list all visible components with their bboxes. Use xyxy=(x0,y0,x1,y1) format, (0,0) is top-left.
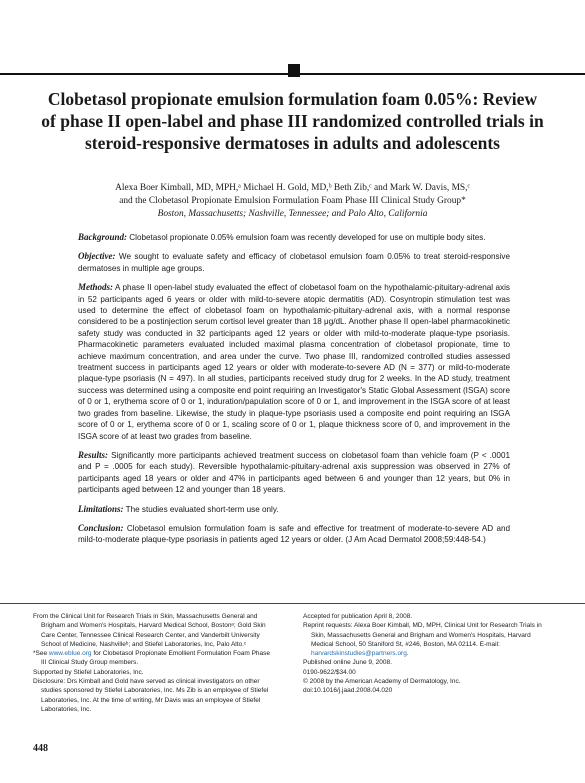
header-rule xyxy=(0,73,585,75)
doi: doi:10.1016/j.jaad.2008.04.020 xyxy=(303,687,393,695)
author-list: Alexa Boer Kimball, MD, MPH,ᵃ Michael H. Gold, MD,ᵇ Beth Zib,ᶜ and Mark W. Davis, MS,ᶜ xyxy=(115,183,470,193)
copyright: © 2008 by the American Academy of Dermatology, Inc. xyxy=(303,678,461,686)
issn: 0190-9622/$34.00 xyxy=(303,668,356,676)
eblue-link[interactable]: www.eblue.org xyxy=(48,650,92,658)
funding-footnote: Supported by Stiefel Laboratories, Inc. xyxy=(33,668,144,676)
objective-text: We sought to evaluate safety and efficacy of clobetasol emulsion foam 0.05% to treat steroid-responsive dermatoses in multiple age groups. xyxy=(78,252,510,273)
results-text: Significantly more participants achieved treatment success on clobetasol foam than vehicle foam (P < .0001 and P = .0005 for each study). Reversible hypothalamic-pituitary-adrenal axis suppression was observed in 27% of participants aged 18 years or older and 47% in participants aged between 6 and younger than 12 years, but 0% in participants aged between 12 and younger than 18 years. xyxy=(78,450,510,495)
page-number: 448 xyxy=(33,743,48,754)
header-square-marker xyxy=(288,64,300,77)
abstract-limitations xyxy=(78,504,510,515)
study-group-line: and the Clobetasol Propionate Emulsion Formulation Foam Phase III Clinical Study Group* xyxy=(119,196,466,206)
methods-label: Methods: xyxy=(78,282,114,293)
objective-label: Objective: xyxy=(78,251,116,262)
abstract-methods xyxy=(78,282,510,442)
disclosure-footnote: Disclosure: Drs Kimball and Gold have served as clinical investigators on other studies sponsored by Stiefel Laboratories, Inc. Ms Zib is an employee of Stiefel Laboratories, Inc. At the time of writing, Mr Davis was an employee of Stiefel Laboratories, Inc. xyxy=(33,678,269,713)
footnotes-left xyxy=(33,612,273,714)
affiliations-footnote: From the Clinical Unit for Research Trials in Skin, Massachusetts General and Brigham and Women's Hospitals, Harvard Medical School, Bostonᵃ; Gold Skin Care Center, Tennessee Clinical Research Center, and Vanderbilt University School of Medicine, Nashvilleᵇ; and Stiefel Laboratories, Inc, Palo Alto.ᶜ xyxy=(33,613,266,648)
published-date: Published online June 9, 2008. xyxy=(303,659,392,667)
study-group-footnote: *See www.eblue.org for Clobetasol Propionate Emollient Formulation Foam Phase III Clinical Study Group members. xyxy=(33,650,271,667)
abstract-conclusion xyxy=(78,523,510,546)
accepted-date: Accepted for publication April 8, 2008. xyxy=(303,613,413,620)
article-title: Clobetasol propionate emulsion formulation foam 0.05%: Review of phase II open-label and phase III randomized controlled trials in steroid-responsive dermatoses in adults and adolescents xyxy=(41,89,544,153)
methods-text: A phase II open-label study evaluated the effect of clobetasol foam on the hypothalamic-pituitary-adrenal axis in 52 participants aged 6 years or older with mild-to-severe atopic dermatitis (AD). Cosyntropin stimulation test was used to determine the effect of clobetasol foam on hypothalamic-pituitary-adrenal axis, with a normal response considered to be a postinjection serum cortisol level greater than 18 μg/dL. Another phase II open-label pharmacokinetic safety study was conducted in 32 participants aged 12 years or older with mild-to-moderate plaque-type psoriasis. Pharmacokinetic parameters evaluated included maximal plasma concentration of clobetasol propionate, time to achieve maximum concentration, and area under the curve. Two phase III, randomized controlled studies assessed treatment success in participants aged 12 years or older with moderate-to-severe AD (N = 377) or mild-to-moderate plaque-type psoriasis (N = 497). In all studies, participants received study drug for 2 weeks. In the AD study, treatment success was determined using a composite end point requiring an Investigator's Static Global Assessment (ISGA) score of 0 or 1, erythema score of 0 or 1, induration/papulation score of 0 or 1, and improvement in the ISGA score of at least two grades from baseline. Likewise, the study in plaque-type psoriasis used a composite end point requiring an ISGA score of 0 or 1, erythema score of 0 or 1, scaling score of 0 or 1, plaque thickness score of 0, and improvement in the ISGA score of at least two grades from baseline. xyxy=(78,283,510,441)
abstract-objective xyxy=(78,251,510,274)
limitations-label: Limitations: xyxy=(78,503,124,514)
background-text: Clobetasol propionate 0.05% emulsion foam was recently developed for use on multiple body sites. xyxy=(127,233,486,242)
results-label: Results: xyxy=(78,449,109,460)
affiliation-line: Boston, Massachusetts; Nashville, Tennessee; and Palo Alto, California xyxy=(157,209,428,219)
abstract xyxy=(78,232,510,554)
abstract-background xyxy=(78,232,510,243)
footnote-divider xyxy=(0,603,585,604)
background-label: Background: xyxy=(78,232,128,242)
conclusion-text: Clobetasol emulsion formulation foam is safe and effective for treatment of moderate-to-severe AD and mild-to-moderate plaque-type psoriasis in patients aged 12 years or older. (J Am Acad Dermatol 2008;59:448-54.) xyxy=(78,523,510,545)
conclusion-label: Conclusion: xyxy=(78,522,124,533)
footnotes-right xyxy=(303,612,548,696)
reprint-requests: Reprint requests: Alexa Boer Kimball, MD, MPH, Clinical Unit for Research Trials in Skin, Massachusetts General and Brigham and Women's Hospitals, Harvard Medical School, 50 Staniford St, #246, Boston, MA 02114. E-mail: harvardskinstudies@partners.org. xyxy=(303,622,542,658)
limitations-text: The studies evaluated short-term use only. xyxy=(123,504,279,514)
author-block xyxy=(40,182,545,221)
reprint-email-link[interactable]: harvardskinstudies@partners.org xyxy=(311,650,407,658)
abstract-results xyxy=(78,450,510,496)
